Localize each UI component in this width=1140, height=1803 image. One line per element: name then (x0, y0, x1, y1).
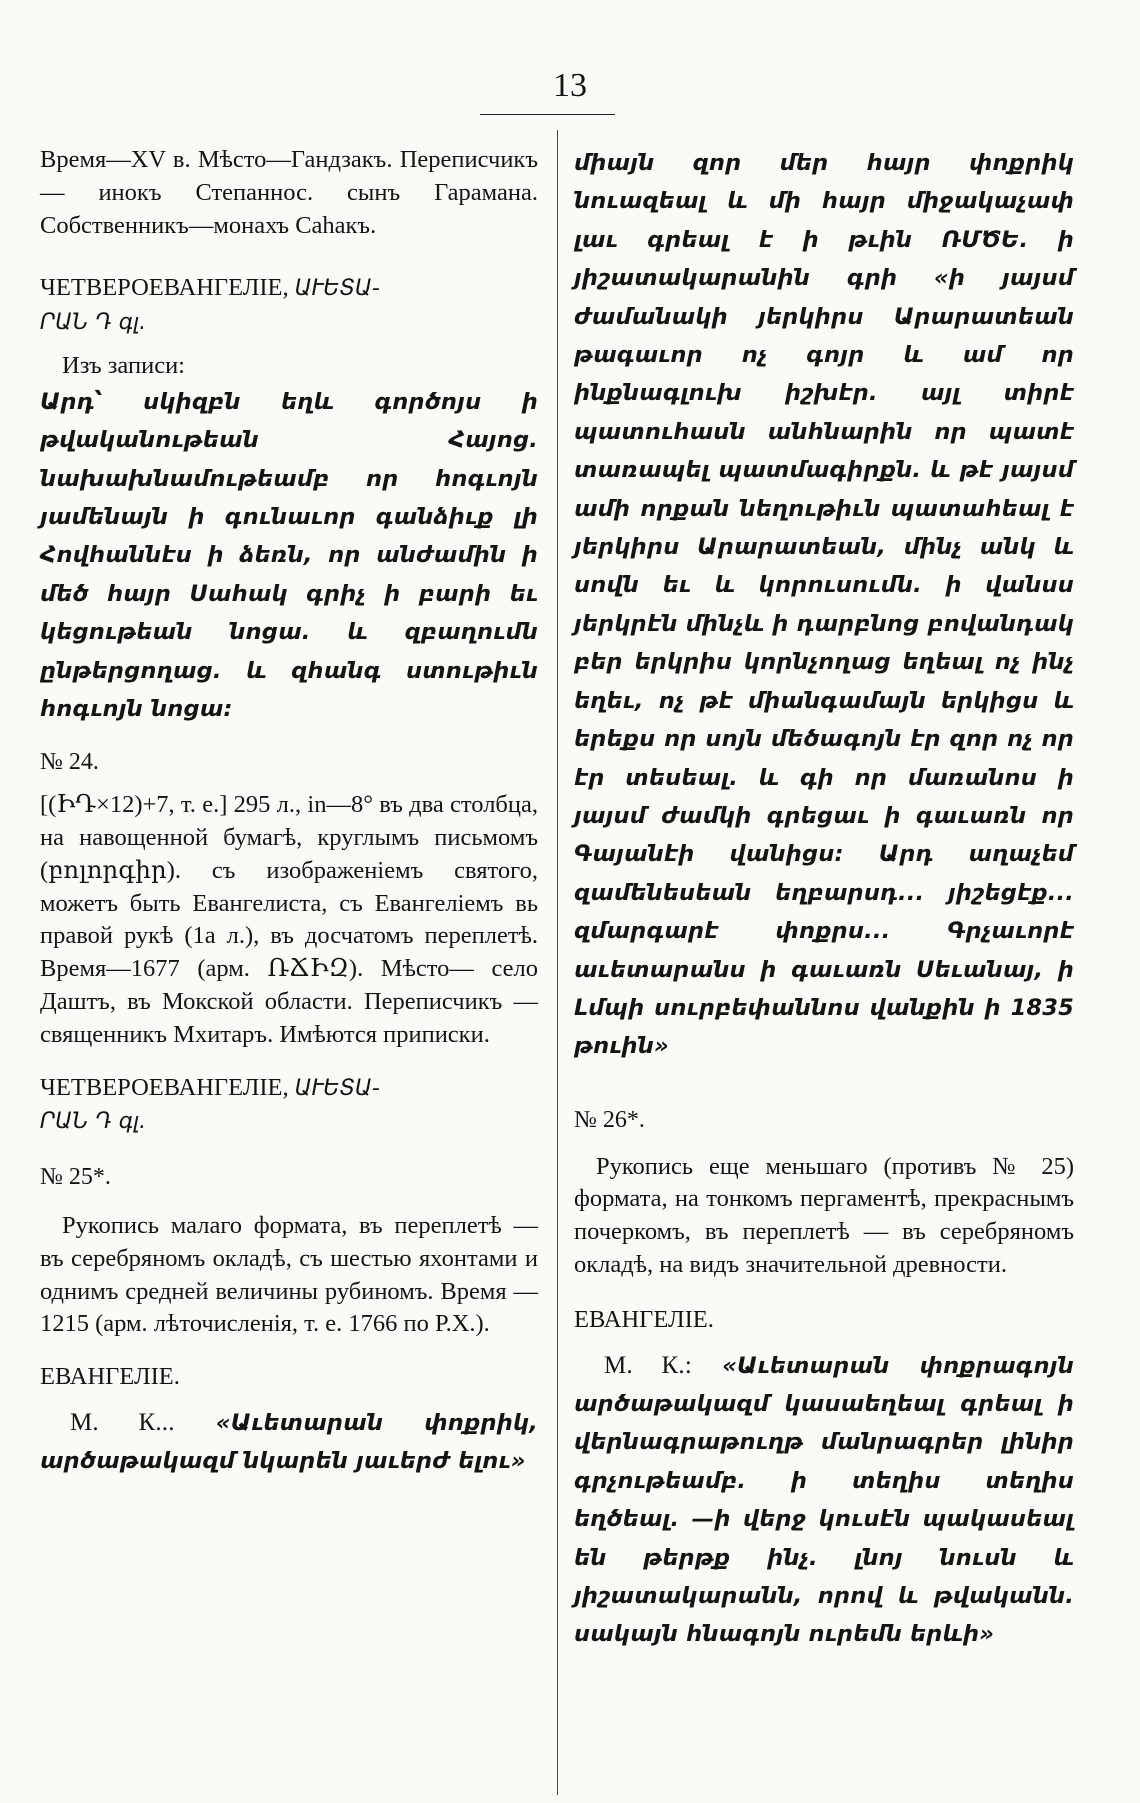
record-label: Изъ записи: (62, 351, 185, 379)
entry-intro-text: Время—XV в. Мѣсто—Гандзакъ. Переписчикъ — инокъ Степаннос. сынъ Гарамана. Собственникъ—монахъ Саhакъ. (40, 146, 538, 239)
column-divider (557, 130, 558, 1795)
entry-mk-26 (574, 1347, 1074, 1654)
mk-label: М. К.: (604, 1351, 692, 1379)
section-heading-gospels-2 (40, 1072, 538, 1140)
entry-description-24: [(ԻԴ×12)+7, т. е.] 295 л., in—8° въ два столбца, на навощенной бумагѣ, круглымъ письмомъ (բոլորգիր). съ изображеніемъ святого, можетъ быть Евангелиста, съ Евангеліемъ вь правой рукѣ (1а л.), въ досчатомъ переплетѣ. Время—1677 (арм. ՌՃԻԶ). Мѣсто— село Даштъ, въ Мокской области. Переписчикъ — священникъ Мхитаръ. Имѣются приписки. (40, 791, 538, 1048)
mk-label: М. К... (70, 1408, 175, 1436)
armenian-record-text: Արդ՝ սկիզբն եղև գործոյս ի թվականութեան Հայոց. նախախնամութեամբ որ հոգւոյն յամենայն ի գունաւոր գանձիւք լի Հովհաննէս ի ձեռն, որ անժամին ի մեծ հայր Սահակ գրիչ ի բարի եւ կեցութեան նոցա. և զբաղումն ընթերցողաց. և զհանգ ստութիւն հոգւոյն նոցա: (40, 388, 538, 723)
entry-number-25: № 25*. (40, 1164, 111, 1191)
entry-description-25: Рукопись малаго формата, въ переплетѣ — въ серебряномъ окладѣ, съ шестью яхонтами и однимъ средней величины рубиномъ. Время — 1215 (арм. лѣточисленія, т. е. 1766 по Р.Х.). (40, 1212, 538, 1338)
heading-title: ЧЕТВЕРОЕВАНГЕЛІЕ, (40, 1073, 289, 1101)
section-heading-evangelie-2: ЕВАНГЕЛІЕ. (574, 1305, 714, 1333)
entry-description-26: Рукопись еще меньшаго (противъ № 25) формата, на тонкомъ пергаментѣ, прекраснымъ почеркомъ, въ переплетѣ — въ серебряномъ окладѣ, на видъ значительной древности. (574, 1152, 1074, 1278)
top-rule (480, 114, 615, 115)
entry-mk-25 (40, 1404, 538, 1481)
entry-number-24: № 24. (40, 749, 99, 776)
mk-armenian-text: «Աւետարան փոքրագոյն արծաթակազմ կասաեղեալ գրեալ ի վերնագրաթուղթ մանրագրեր լինիր գրչութեամբ. ի տեղիս տեղիս եղծեալ. —ի վերջ կուսէն պակասեալ են թերթք ինչ. լնոյ նուսն և յիշատակարանն, որով և թվականն. սակայն հնագոյն ուրեմն երևի» (574, 1352, 1074, 1648)
heading-armenian-sub: ՐԱՆ Դ գլ. (40, 1109, 147, 1135)
left-column (40, 144, 538, 1481)
section-heading-gospels (40, 272, 538, 340)
armenian-record-text-continued: միայն զոր մեր հայր փոքրիկ նուազեալ և մի հայր միջակաչափ լաւ գրեալ է ի թւին ՌՄԾԵ. ի յիշատակարանին գրի «ի յայսմ ժամանակի յերկիրս Արարատեան թագաւոր ոչ գոյր և ամ որ ինքնագլուխ իշխէր. այլ տիրէ պատուհասն անհնարին որ պատէ տառապել պատմագիրքն. և թէ յայսմ ամի որքան նեղութիւն պատահեալ է յերկիրս Արարատեան, մինչ անկ և սովն եւ և կորուսումն. ի վանսս յերկրէն մինչև ի դարբնոց բովանդակ բեր երկրիս կորնչողաց եղեալ ոչ ինչ եղեւ, ոչ թէ միանգամայն երկիցս և երեքս որ սոյն մեծագոյն էր զոր ոչ որ էր տեսեալ. և գի որ մառանոս ի յայսմ ժամկի գրեցաւ ի գաւառն որ Գայանէի վանիցս: Արդ աղաչեմ զամենեսեան եղբարսդ... յիշեցէք... զմարգարէ փոքրս... Գրչաւորէ աւետարանս ի գաւառն Սեւանայ, ի Լմպի սուրբեփաննոս վանքին ի 1835 թուին» (574, 150, 1074, 1060)
entry-number-26: № 26*. (574, 1106, 645, 1133)
heading-armenian: ԱՒԵՏԱ- (294, 276, 380, 302)
heading-armenian-sub: ՐԱՆ Դ գլ. (40, 310, 147, 336)
mk-armenian-text: «Աւետարան փոքրիկ, արծաթակազմ նկարեն յաւերժ ելու» (40, 1409, 538, 1475)
heading-title: ЧЕТВЕРОЕВАНГЕЛІЕ, (40, 274, 289, 302)
section-heading-evangelie: ЕВАНГЕЛІЕ. (40, 1363, 180, 1391)
heading-armenian: ԱՒԵՏԱ- (294, 1075, 380, 1101)
right-column (574, 144, 1074, 1654)
page-number: 13 (553, 67, 587, 104)
